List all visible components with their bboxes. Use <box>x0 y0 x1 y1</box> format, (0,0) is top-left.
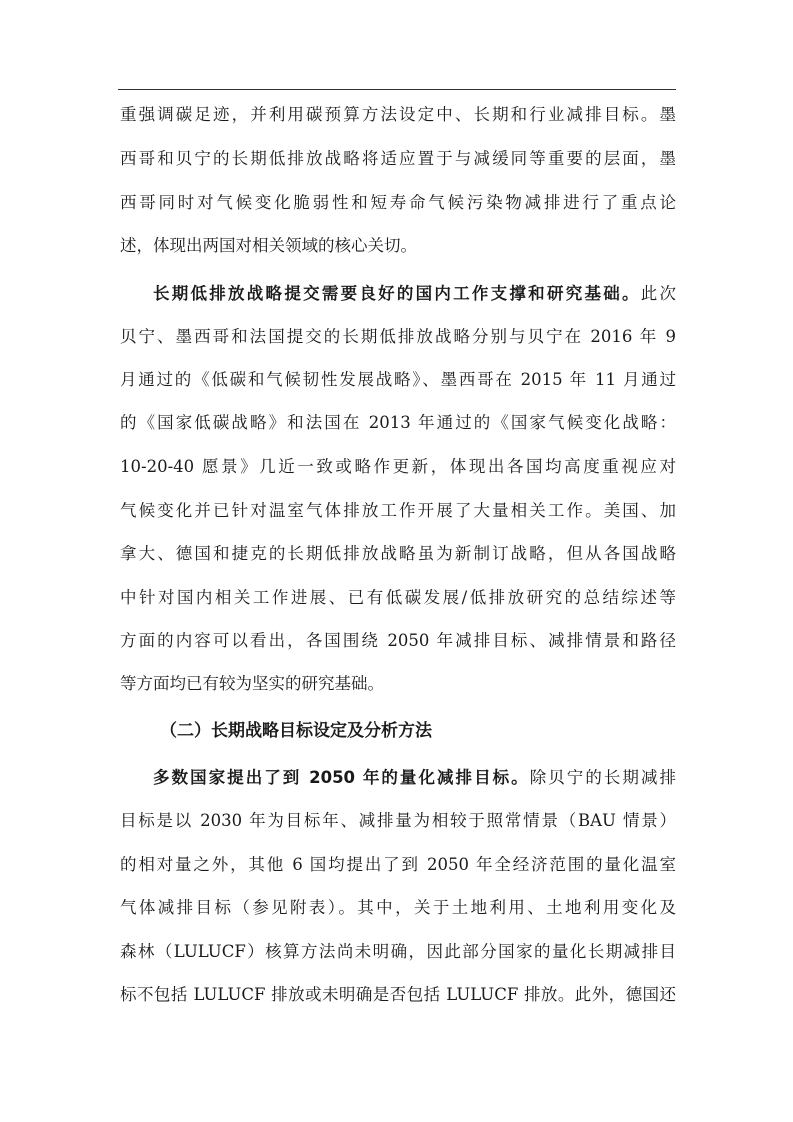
paragraph3-line-5: 森林（LULUCF）核算方法尚未明确，因此部分国家的量化长期减排目 <box>120 942 676 961</box>
paragraph2-first-line <box>153 283 676 305</box>
paragraph2-line-6: 气候变化并已针对温室气体排放工作开展了大量相关工作。美国、加 <box>120 501 676 520</box>
paragraph3-line-3: 的相对量之外，其他 6 国均提出了到 2050 年全经济范围的量化温室 <box>120 855 676 874</box>
paragraph2-line-3: 月通过的《低碳和气候韧性发展战略》、墨西哥在 2015 年 11 月通过 <box>120 370 676 389</box>
header-rule <box>118 89 676 90</box>
paragraph3-first-rest: 除贝宁的长期减排 <box>529 768 676 787</box>
paragraph3-first-line <box>153 767 676 789</box>
paragraph2-line-2: 贝宁、墨西哥和法国提交的长期低排放战略分别与贝宁在 2016 年 9 <box>120 327 676 346</box>
paragraph3-lead: 多数国家提出了到 2050 年的量化减排目标。 <box>153 768 530 787</box>
paragraph2-first-rest: 此次 <box>640 284 677 303</box>
paragraph1-line-1: 重强调碳足迹，并利用碳预算方法设定中、长期和行业减排目标。墨 <box>120 105 676 124</box>
section-heading: （二）长期战略目标设定及分析方法 <box>160 721 432 741</box>
paragraph1-line-4: 述，体现出两国对相关领域的核心关切。 <box>120 236 417 255</box>
paragraph2-line-5: 10-20-40 愿景》几近一致或略作更新，体现出各国均高度重视应对 <box>120 457 676 476</box>
paragraph2-line-7: 拿大、德国和捷克的长期低排放战略虽为新制订战略，但从各国战略 <box>120 544 676 563</box>
paragraph1-line-3: 西哥同时对气候变化脆弱性和短寿命气候污染物减排进行了重点论 <box>120 193 676 212</box>
paragraph1-line-2: 西哥和贝宁的长期低排放战略将适应置于与减缓同等重要的层面，墨 <box>120 149 676 168</box>
paragraph2-line-10: 等方面均已有较为坚实的研究基础。 <box>120 674 384 693</box>
paragraph2-lead: 长期低排放战略提交需要良好的国内工作支撑和研究基础。 <box>153 284 641 303</box>
paragraph2-line-4: 的《国家低碳战略》和法国在 2013 年通过的《国家气候变化战略： <box>120 413 676 432</box>
paragraph3-line-2: 目标是以 2030 年为目标年、减排量为相较于照常情景（BAU 情景） <box>120 811 676 830</box>
paragraph2-line-9: 方面的内容可以看出，各国围绕 2050 年减排目标、减排情景和路径 <box>120 631 676 650</box>
paragraph3-line-4: 气体减排目标（参见附表）。其中，关于土地利用、土地利用变化及 <box>120 898 676 917</box>
paragraph2-line-8: 中针对国内相关工作进展、已有低碳发展/低排放研究的总结综述等 <box>120 588 676 607</box>
paragraph3-line-6: 标不包括 LULUCF 排放或未明确是否包括 LULUCF 排放。此外，德国还 <box>120 985 676 1004</box>
